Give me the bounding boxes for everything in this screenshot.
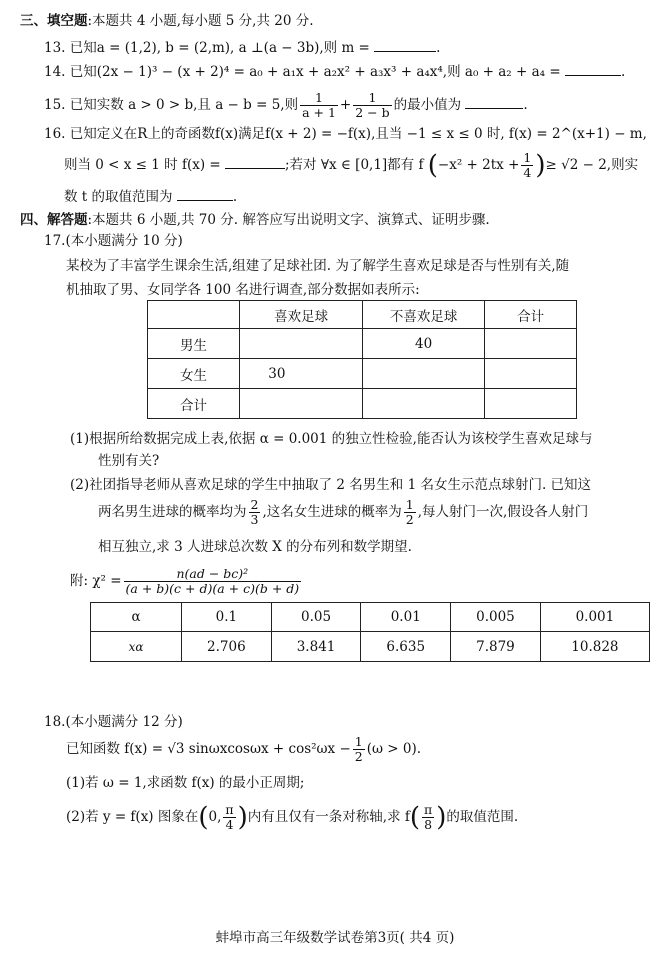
question-16-line-3: 数 t 的取值范围为 . <box>64 189 238 205</box>
question-17-intro-2: 机抽取了男、女同学各 100 名进行调查,部分数据如表所示: <box>66 282 420 298</box>
page-footer: 蚌埠市高三年级数学试卷第3页( 共4 页) <box>215 930 455 946</box>
question-18-part-1: (1)若 ω = 1,求函数 f(x) 的最小正周期; <box>66 775 305 791</box>
table-header-cell <box>148 301 240 329</box>
question-17-intro-1: 某校为了丰富学生课余生活,组建了足球社团. 为了解学生喜欢足球是否与性别有关,随 <box>66 258 570 274</box>
fraction: $\frac{1}{a + 1}$ <box>302 90 336 120</box>
table-cell: 7.879 <box>451 632 541 662</box>
table-cell: 2.706 <box>182 632 272 662</box>
question-17-part-1b: 性别有关? <box>98 453 160 469</box>
section-3-title: 三、填空题 <box>20 13 88 29</box>
answer-blank <box>177 187 233 201</box>
row-label: 女生 <box>148 359 240 389</box>
question-17-part-2a: (2)社团指导老师从喜欢足球的学生中抽取了 2 名男生和 1 名女生示范点球射门. 已知这 <box>70 477 592 493</box>
fraction: $\frac{1}{2}$ <box>405 497 414 527</box>
table-row <box>91 603 650 632</box>
section-4-title: 四、解答题 <box>20 212 88 228</box>
question-17-heading <box>44 232 183 250</box>
question-14: 14. 已知(2x − 1)³ − (x + 2)⁴ = a₀ + a₁x + a₂x² + a₃x³ + a₄x⁴,则 a₀ + a₂ + a₄ = . <box>44 64 626 80</box>
table-cell: xα <box>91 632 182 662</box>
table-cell: 10.828 <box>540 632 649 662</box>
answer-blank <box>465 95 523 109</box>
table-cell: 3.841 <box>271 632 361 662</box>
table-row <box>148 359 577 389</box>
question-score: (本小题满分 12 分) <box>65 714 183 730</box>
answer-blank <box>565 62 621 76</box>
fraction: $\frac{1}{4}$ <box>523 150 532 180</box>
question-number: 13. <box>44 40 66 56</box>
table-cell: 40 <box>362 329 484 359</box>
fraction: $\frac{\pi}{4}$ <box>225 802 234 832</box>
table-header-cell: 不喜欢足球 <box>362 301 484 329</box>
table-cell <box>240 389 363 419</box>
section-3-desc: :本题共 4 小题,每小题 5 分,共 20 分. <box>87 13 314 29</box>
chi-square-formula: 附: χ² = $\frac{\text{n(ad − bc)²}}{(a + b)(c + d)(a + c)(b + d)}$ <box>70 566 300 596</box>
question-text: 已知(2x − 1)³ − (x + 2)⁴ = a₀ + a₁x + a₂x² + a₃x³ + a₄x⁴,则 a₀ + a₂ + a₄ = <box>69 64 561 80</box>
fraction: $\frac{1}{2 - b}$ <box>355 90 390 120</box>
section-4-heading <box>20 211 490 229</box>
answer-blank <box>374 38 436 52</box>
table-cell: 0.01 <box>361 603 451 632</box>
question-number: 17. <box>44 233 66 249</box>
question-18-heading <box>44 713 183 731</box>
table-cell: α <box>91 603 182 632</box>
question-number: 15. <box>44 97 66 113</box>
table-row <box>148 389 577 419</box>
question-16-line-1 <box>44 125 647 143</box>
question-18-part-2: (2)若 y = f(x) 图象在(0, $\frac{\pi}{4}$ )内有且仅有一条对称轴,求 f( $\frac{\pi}{8}$ )的取值范围. <box>66 802 519 833</box>
question-number: 14. <box>44 64 66 80</box>
question-13: 13. 已知a = (1,2), b = (2,m), a ⊥(a − 3b),则 m = . <box>44 40 441 56</box>
gender-football-table <box>147 300 577 419</box>
row-label: 男生 <box>148 329 240 359</box>
question-number: 16. <box>44 126 66 142</box>
table-row <box>91 632 650 662</box>
fraction: $\frac{\text{n(ad − bc)²}}{(a + b)(c + d)(a + c)(b + d)}$ <box>125 566 300 596</box>
table-cell: 0.005 <box>451 603 541 632</box>
question-text: 已知定义在R上的奇函数f(x)满足f(x + 2) = −f(x),且当 −1 ≤ x ≤ 0 时, f(x) = 2^(x+1) − m, <box>69 126 647 142</box>
row-label: 合计 <box>148 389 240 419</box>
table-row <box>148 329 577 359</box>
table-cell: 6.635 <box>361 632 451 662</box>
section-4-desc: :本题共 6 小题,共 70 分. 解答应写出说明文字、演算式、证明步骤. <box>87 212 490 228</box>
question-text: 已知实数 a > 0 > b,且 a − b = 5,则 <box>69 97 299 113</box>
table-header-row <box>148 301 577 329</box>
answer-blank <box>225 155 285 169</box>
table-cell: 30 <box>240 359 363 389</box>
fraction: $\frac{\pi}{8}$ <box>424 802 433 832</box>
question-17-part-1a: (1)根据所给数据完成上表,依据 α = 0.001 的独立性检验,能否认为该校学生喜欢足球与 <box>70 431 593 447</box>
table-cell <box>362 389 484 419</box>
table-cell: 0.001 <box>540 603 649 632</box>
fraction: $\frac{2}{3}$ <box>250 497 259 527</box>
fraction: $\frac{1}{2}$ <box>354 734 363 764</box>
table-cell <box>240 329 363 359</box>
question-18-line-1: 已知函数 f(x) = √3 sinωxcosωx + cos²ωx − $\frac{1}{2}$ (ω > 0). <box>66 734 422 764</box>
table-cell <box>485 359 577 389</box>
table-cell: 0.05 <box>271 603 361 632</box>
table-cell <box>485 329 577 359</box>
section-3-heading <box>20 12 314 30</box>
table-cell: 0.1 <box>182 603 272 632</box>
question-17-part-2c: 相互独立,求 3 人进球总次数 X 的分布列和数学期望. <box>98 539 412 555</box>
question-score: (本小题满分 10 分) <box>65 233 183 249</box>
table-cell <box>362 359 484 389</box>
question-16-line-2: 则当 0 < x ≤ 1 时 f(x) = ;若对 ∀x ∈ [0,1]都有 f (−x² + 2tx + $\frac{1}{4}$ )≥ √2 − 2,则实 <box>64 150 639 181</box>
table-header-cell: 合计 <box>485 301 577 329</box>
question-17-part-2b: 两名男生进球的概率均为 $\frac{2}{3}$ ,这名女生进球的概率为 $\frac{1}{2}$ ,每人射门一次,假设各人射门 <box>98 497 589 527</box>
table-header-cell: 喜欢足球 <box>240 301 363 329</box>
critical-value-table <box>90 602 650 662</box>
table-cell <box>485 389 577 419</box>
question-number: 18. <box>44 714 66 730</box>
question-15: 15. 已知实数 a > 0 > b,且 a − b = 5,则 $\frac{1}{a + 1}$ + $\frac{1}{2 - b}$ 的最小值为 . <box>44 90 528 120</box>
question-text: 已知a = (1,2), b = (2,m), a ⊥(a − 3b),则 m = <box>69 40 370 56</box>
